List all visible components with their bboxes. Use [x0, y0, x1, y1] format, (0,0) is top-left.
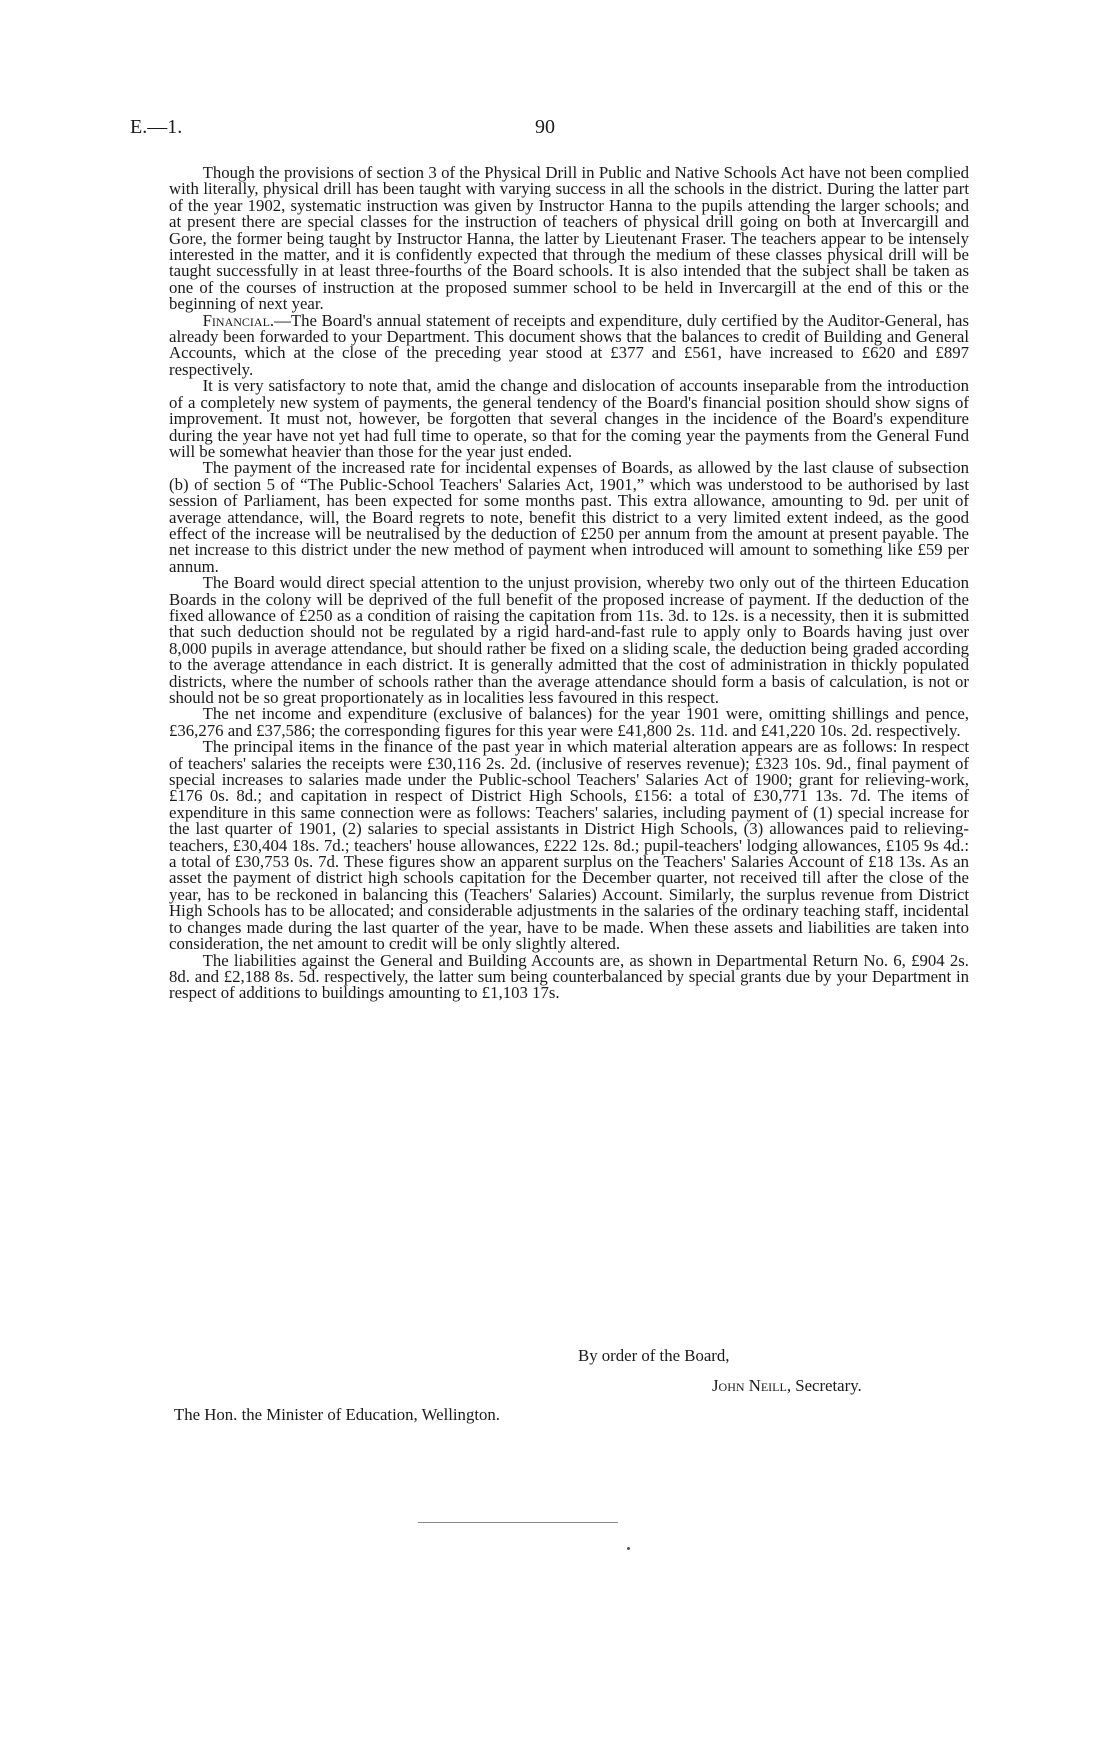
paragraph-physical-drill: Though the provisions of section 3 of the Physical Drill in Public and Native Schools Act have not been complied with literally, physical drill has been taught with varying success in all the schools in the district. During the latter part of the year 1902, systematic instruction was given by Instructor Hanna to the pupils attending the larger schools; and at present there are special classes for the instruction of teachers of physical drill going on both at Invercargill and Gore, the former being taught by Instructor Hanna, the latter by Lieutenant Fraser. The teachers appear to be intensely interested in the matter, and it is confidently expected that through the medium of these classes physical drill will be taught successfully in at least three-fourths of the Board schools. It is also intended that the subject shall be taken as one of the courses of instruction at the proposed summer school to be held in Invercargill at the end of this or the beginning of next year. — [169, 163, 969, 314]
addressee-line: The Hon. the Minister of Education, Wellington. — [174, 1405, 500, 1424]
page-header — [130, 116, 970, 146]
paragraph-net-income: The net income and expenditure (exclusive of balances) for the year 1901 were, omitting shillings and pence, £36,276 and £37,586; the corresponding figures for this year were £41,800 2s. 11d. and £41,220 10s. 2d. respectively. — [169, 704, 969, 740]
signature-line — [712, 1376, 862, 1396]
report-body — [169, 165, 969, 1002]
paragraph-financial-position: It is very satisfactory to note that, amid the change and dislocation of accounts inseparable from the introduction of a completely new system of payments, the general tendency of the Board's financial position should show signs of improvement. It must not, however, be forgotten that several changes in the incidence of the Board's expenditure during the year have not yet had full time to operate, so that for the coming year the payments from the General Fund will be somewhat heavier than those for the year just ended. — [169, 376, 969, 461]
paragraph-liabilities: The liabilities against the General and Building Accounts are, as shown in Departmental Return No. 6, £904 2s. 8d. and £2,188 8s. 5d. respectively, the latter sum being counterbalanced by special grants due by your Department in respect of additions to buildings amounting to £1,103 17s. — [169, 950, 969, 1003]
by-order-line: By order of the Board, — [578, 1346, 730, 1365]
section-divider — [418, 1522, 618, 1523]
financial-text: —The Board's annual statement of receipts and expenditure, duly certified by the Auditor-General, has already been forwarded to your Department. This document shows that the balances to credit of Building and General Accounts, which at the close of the preceding year stood at £377 and £561, have increased to £620 and £897 respectively. — [169, 310, 969, 379]
paragraph-principal-items: The principal items in the finance of the past year in which material alteration appears are as follows: In respect of teachers' salaries the receipts were £30,116 2s. 2d. (inclusive of reserves revenue); £323 10s. 9d., final payment of special increases to salaries made under the Public-school Teachers' Salaries Act of 1900; grant for relieving-work, £176 0s. 8d.; and capitation in respect of District High Schools, £156: a total of £30,771 13s. 7d. The items of expenditure in this same connection were as follows: Teachers' salaries, including payment of (1) special increase for the last quarter of 1901, (2) salaries to special assistants in District High Schools, (3) allowances paid to relieving-teachers, £30,404 18s. 7d.; teachers' house allowances, £222 12s. 8d.; pupil-teachers' lodging allowances, £105 9s 4d.: a total of £30,753 0s. 7d. These figures show an apparent surplus on the Teachers' Salaries Account of £18 13s. As an asset the payment of district high schools capitation for the December quarter, not received till after the close of the year, has to be reckoned in balancing this (Teachers' Salaries) Account. Similarly, the surplus revenue from District High Schools has to be allocated; and considerable adjustments in the salaries of the ordinary teaching staff, incidental to changes made during the last quarter of the year, have to be made. When these assets and liabilities are taken into consideration, the net amount to credit will be only slightly altered. — [169, 737, 969, 954]
document-reference: E.—1. — [130, 116, 183, 138]
page-number: 90 — [535, 116, 555, 138]
print-dot — [627, 1547, 630, 1550]
paragraph-unjust-provision: The Board would direct special attention to the unjust provision, whereby two only out of the thirteen Education Boards in the colony will be deprived of the full benefit of the proposed increase of payment. If the deduction of the fixed allowance of £250 as a condition of raising the capitation from 11s. 3d. to 12s. is a necessity, then it is submitted that such deduction should not be regulated by a rigid hard-and-fast rule to apply only to Boards having just over 8,000 pupils in average attendance, but should rather be fixed on a sliding scale, the deduction being graded according to the average attendance in each district. It is generally admitted that the cost of administration in thickly populated districts, where the number of schools rather than the average attendance should form a basis of calculation, is not or should not be so great proportionately as in localities less favoured in this respect. — [169, 573, 969, 707]
signatory-title: Secretary. — [795, 1376, 862, 1395]
paragraph-incidental-expenses: The payment of the increased rate for incidental expenses of Boards, as allowed by the last clause of subsection (b) of section 5 of “The Public-School Teachers' Salaries Act, 1901,” which was understood to be authorised by last session of Parliament, has been expected for some months past. This extra allowance, amounting to 9d. per unit of average attendance, will, the Board regrets to note, benefit this district to a very limited extent indeed, as the good effect of the increase will be neutralised by the deduction of £250 per annum from the amount at present payable. The net increase to this district under the new method of payment when introduced will amount to something like £59 per annum. — [169, 458, 969, 576]
financial-heading: Financial. — [202, 310, 275, 330]
paragraph-financial — [169, 310, 969, 379]
signatory-name: John Neill, — [712, 1376, 792, 1395]
